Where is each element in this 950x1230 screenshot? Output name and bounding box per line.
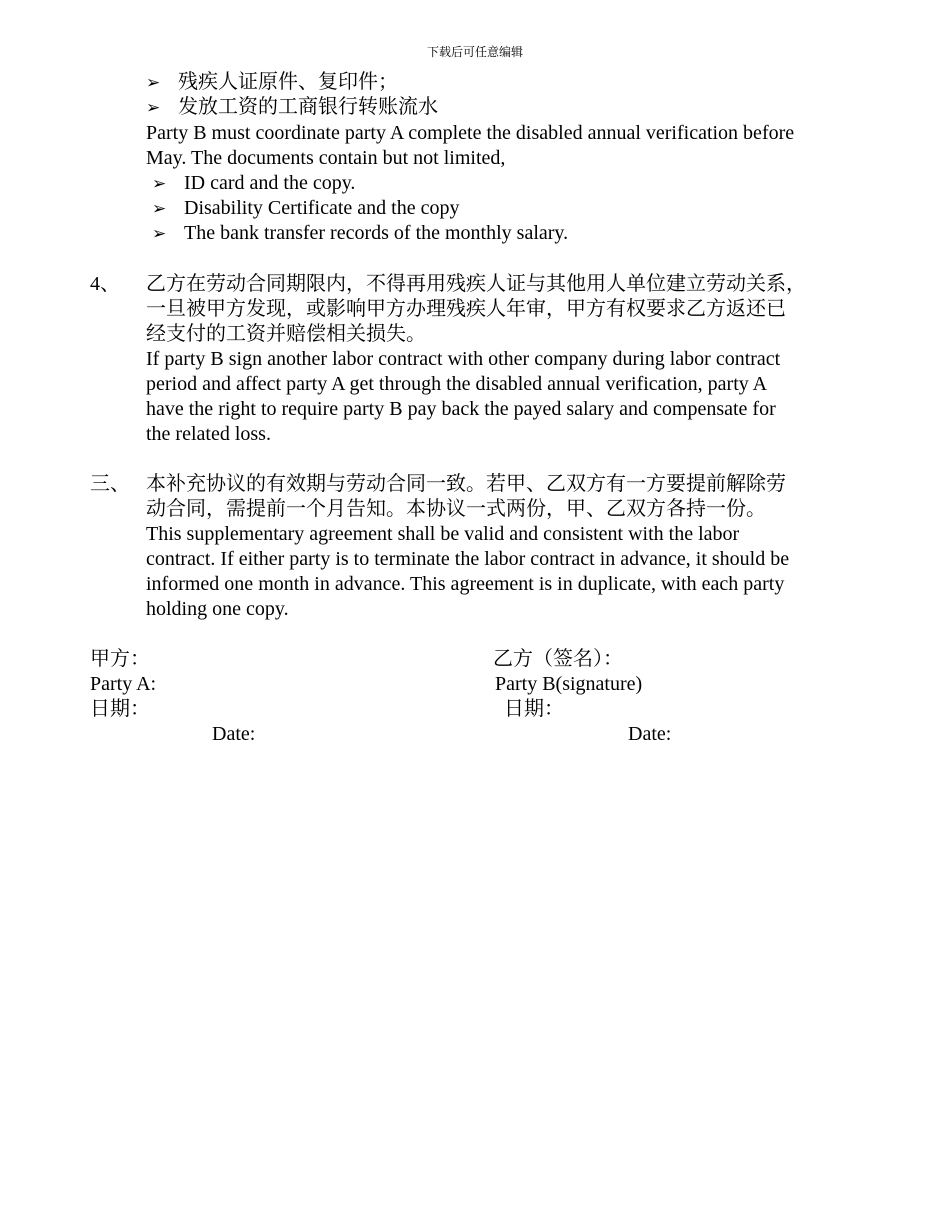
list-item [152, 171, 355, 196]
paragraph-line: Party B must coordinate party A complete the disabled annual verification before [146, 122, 795, 144]
paragraph-line: contract. If either party is to terminate the labor contract in advance, it should be [146, 548, 790, 570]
arrow-bullet-icon: ➢ [152, 224, 167, 243]
paragraph-line: 本补充协议的有效期与劳动合同一致。若甲、乙双方有一方要提前解除劳 [146, 473, 786, 495]
paragraph-line: period and affect party A get through the disabled annual verification, party A [146, 373, 768, 395]
date-b-label-en: Date: [628, 723, 672, 745]
list-item-text: 残疾人证原件、复印件； [178, 71, 398, 93]
section-number: 三、 [90, 473, 130, 495]
list-item-text: The bank transfer records of the monthly salary. [184, 222, 569, 244]
paragraph-line: 一旦被甲方发现，或影响甲方办理残疾人年审，甲方有权要求乙方返还已 [146, 298, 786, 320]
arrow-bullet-icon: ➢ [152, 174, 167, 193]
date-a-label-cn: 日期： [90, 698, 150, 720]
list-item [146, 95, 438, 120]
list-item [146, 70, 398, 95]
section-number: 4、 [90, 273, 120, 295]
party-b-label-en: Party B(signature) [495, 673, 643, 695]
list-item-text: 发放工资的工商银行转账流水 [178, 96, 438, 118]
paragraph-line: This supplementary agreement shall be valid and consistent with the labor [146, 523, 740, 545]
arrow-bullet-icon: ➢ [152, 199, 167, 218]
list-item [152, 196, 459, 221]
paragraph-line: informed one month in advance. This agreement is in duplicate, with each party [146, 573, 785, 595]
paragraph-line: the related loss. [146, 423, 271, 445]
party-a-label-cn: 甲方： [90, 648, 150, 670]
party-a-label-en: Party A: [90, 673, 157, 695]
list-item-text: Disability Certificate and the copy [184, 197, 460, 219]
arrow-bullet-icon: ➢ [146, 98, 161, 117]
list-item-text: ID card and the copy. [184, 172, 356, 194]
paragraph-line: If party B sign another labor contract with other company during labor contract [146, 348, 781, 370]
date-a-label-en: Date: [212, 723, 256, 745]
paragraph-line: 乙方在劳动合同期限内，不得再用残疾人证与其他用人单位建立劳动关系， [146, 273, 806, 295]
paragraph-line: May. The documents contain but not limited, [146, 147, 506, 169]
paragraph-line: have the right to require party B pay back the payed salary and compensate for [146, 398, 776, 420]
paragraph-line: holding one copy. [146, 598, 289, 620]
date-b-label-cn: 日期： [504, 698, 564, 720]
arrow-bullet-icon: ➢ [146, 73, 161, 92]
paragraph-line: 经支付的工资并赔偿相关损失。 [146, 323, 426, 345]
party-b-label-cn: 乙方（签名）： [493, 648, 623, 670]
paragraph-line: 动合同，需提前一个月告知。本协议一式两份，甲、乙双方各持一份。 [146, 498, 766, 520]
page-header: 下载后可任意编辑 [426, 45, 523, 59]
list-item [152, 221, 568, 246]
